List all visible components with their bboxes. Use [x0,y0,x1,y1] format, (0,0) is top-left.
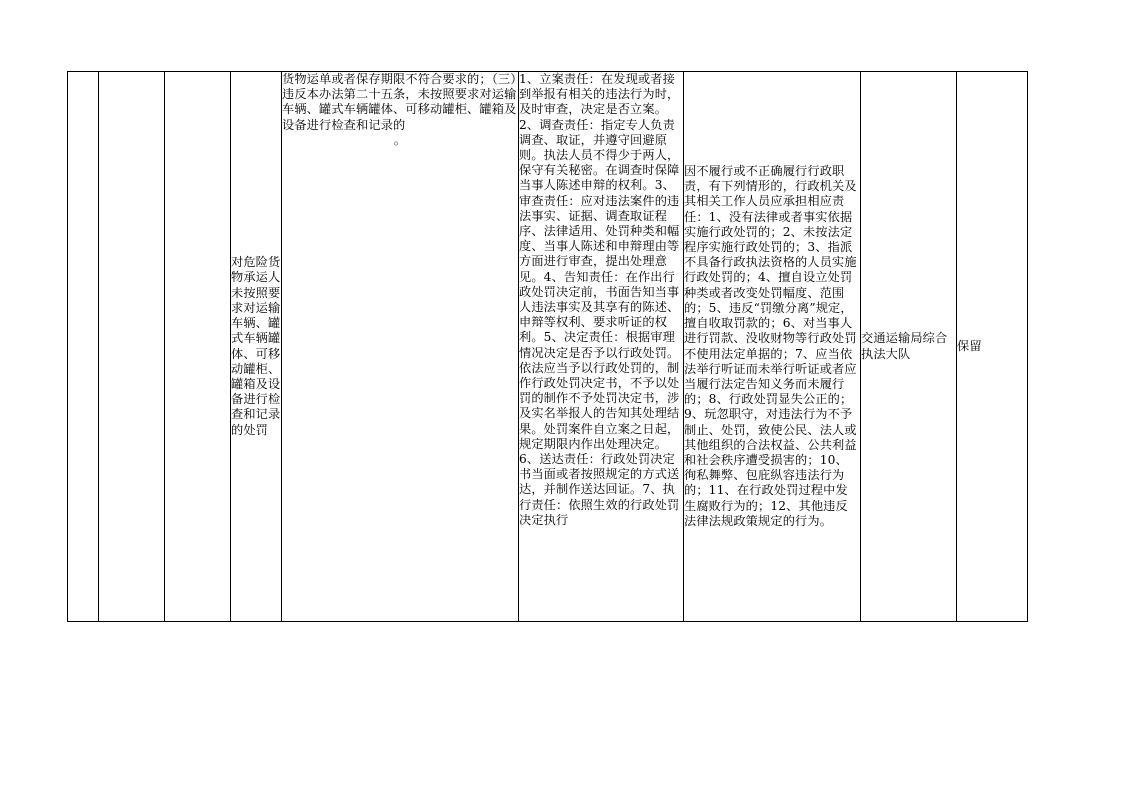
blank-cell-1 [68,72,99,622]
status-cell [957,72,1028,622]
power-list-table [67,71,1028,622]
accountability-cell [684,72,861,622]
responsibility-cell [519,72,684,622]
table-row [68,72,1028,622]
item-name-cell [231,72,282,622]
responsibility-text-part2: 6、送达责任：行政处罚决定书当面或者按照规定的方式送达，并制作送达回证。7、执行责任：依照生效的行政处罚决定执行 [519,452,680,527]
responsibility-text-part1: 1、立案责任：在发现或者接到举报有相关的违法行为时，及时审查，决定是否立案。2、调查责任：指定专人负责调查、取证，并遵守回避原则。执法人员不得少于两人，保守有关秘密。在调查时保障当事人陈述申辩的权利。3、审查责任：应对违法案件的违法事实、证据、调查取证程序、法律适用、处罚种类和幅度、当事人陈述和申辩理由等方面进行审查，提出处理意见。4、告知责任：在作出行政处罚决定前，书面告知当事人违法事实及其享有的陈述、申辩等权利、要求听证的权利。5、决定责任：根据审理情况决定是否予以行政处罚。依法应当予以行政处罚的，制作行政处罚决定书，不予以处罚的制作不予处罚决定书，涉及实名举报人的告知其处理结果。处罚案件自立案之日起，规定期限内作出处理决定。 [519,72,680,451]
legal-basis-tail: 。 [393,132,407,147]
status-text: 保留 [957,338,982,353]
blank-cell-2 [99,72,165,622]
blank-cell-3 [165,72,231,622]
legal-basis-cell [282,72,519,622]
accountability-text: 因不履行或不正确履行行政职责，有下列情形的，行政机关及其相关工作人员应承担相应责任：1、没有法律或者事实依据实施行政处罚的；2、未按法定程序实施行政处罚的；3、指派不具备行政执法资格的人员实施行政处罚的；4、擅自设立处罚种类或者改变处罚幅度、范围的；5、违反“罚缴分离”规定，擅自收取罚款的；6、对当事人进行罚款、没收财物等行政处罚不使用法定单据的；7、应当依法举行听证而未举行听证或者应当履行法定告知义务而未履行的；8、行政处罚显失公正的；9、玩忽职守，对违法行为不予制止、处罚，致使公民、法人或其他组织的合法权益、公共利益和社会秩序遭受损害的；10、徇私舞弊、包庇纵容违法行为的；11、在行政处罚过程中发生腐败行为的；12、其他违反法律法规政策规定的行为。 [684,164,857,528]
department-cell [861,72,957,622]
item-name: 对危险货物承运人未按照要求对运输车辆、罐式车辆罐体、可移动罐柜、罐箱及设备进行检查和记录的处罚 [231,255,281,437]
legal-basis-text: 货物运单或者保存期限不符合要求的；（三）违反本办法第二十五条，未按照要求对运输车辆、罐式车辆罐体、可移动罐柜、罐箱及设备进行检查和记录的 [282,72,517,132]
department-name: 交通运输局综合执法大队 [861,331,948,361]
